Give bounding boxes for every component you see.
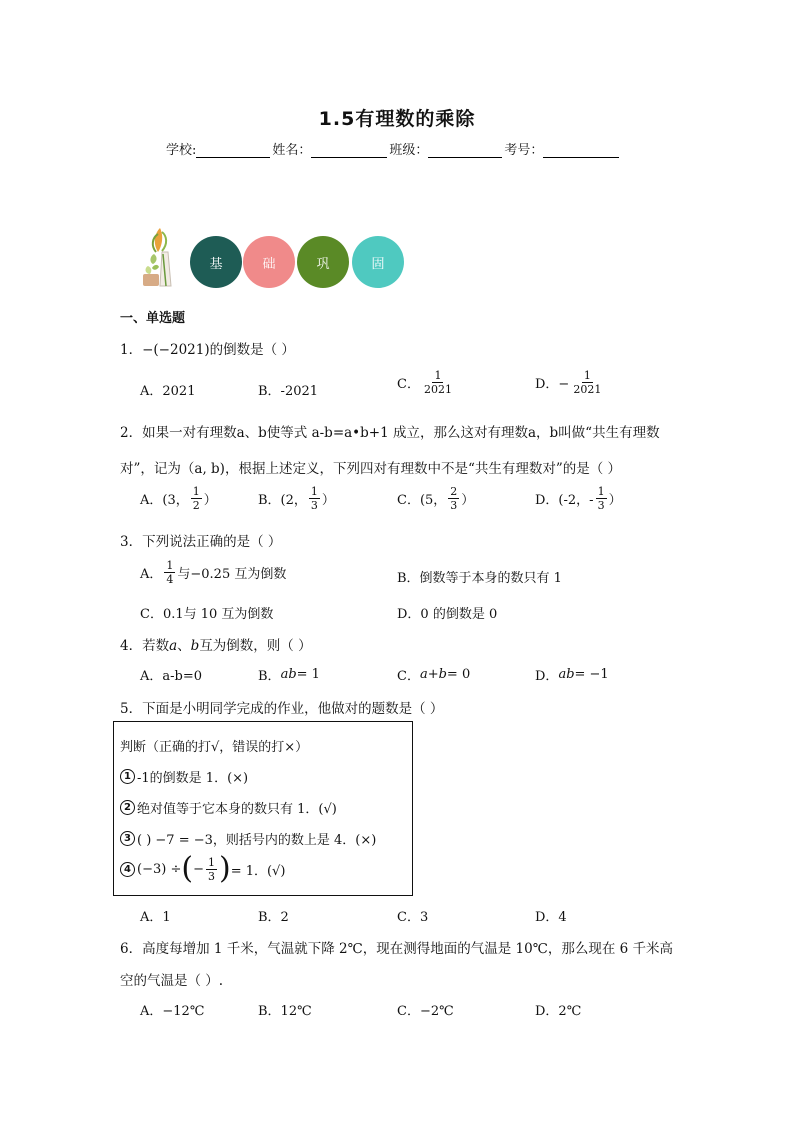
variable-a: a [169, 638, 178, 654]
q3-option-d[interactable]: D．0 的倒数是 0 [397, 607, 498, 622]
q3-option-a[interactable] [140, 560, 286, 585]
q3-option-c[interactable]: C．0.1与 10 互为倒数 [140, 607, 274, 622]
name-blank[interactable] [311, 143, 387, 158]
option-end: ） [321, 493, 335, 508]
left-paren: ( [181, 851, 194, 886]
potted-plant-icon [140, 224, 182, 290]
question-1 [120, 338, 295, 358]
question-text: 的倒数是（ ） [209, 342, 295, 358]
question-number: 1． [120, 342, 143, 358]
question-text: 4．若数 [120, 638, 170, 654]
badge-chu [243, 236, 295, 288]
box-item-text: = 1．(√) [230, 863, 286, 879]
fraction-numerator: 1 [583, 369, 591, 382]
question-3: 3．下列说法正确的是（ ） [120, 534, 282, 550]
box-item-1 [120, 767, 248, 786]
math-expression: −(−2021) [142, 342, 210, 358]
q1-option-c[interactable] [397, 370, 456, 395]
fraction-denominator: 3 [597, 499, 605, 512]
q5-option-a[interactable]: A．1 [140, 910, 171, 925]
minus-sign: − [193, 861, 204, 877]
q1-option-a[interactable]: A．2021 [140, 384, 196, 399]
badge-gu [352, 236, 404, 288]
badge-label: 巩 [316, 256, 330, 272]
q2-option-b[interactable] [258, 486, 335, 511]
question-2-line-1: 2．如果一对有理数a、b使等式 a-b=a•b+1 成立，那么这对有理数a，b叫做“共生有理数 [120, 425, 660, 441]
section-title: 一、单选题 [120, 311, 186, 326]
option-text: = −1 [574, 667, 609, 682]
q2-option-c[interactable] [397, 486, 474, 511]
student-info-row [166, 139, 621, 158]
badge-ji [190, 236, 242, 288]
q3-option-b[interactable]: B．倒数等于本身的数只有 1 [397, 571, 562, 586]
school-blank[interactable] [196, 143, 270, 158]
option-label: C．(5， [397, 493, 447, 508]
fraction [422, 370, 454, 395]
fraction-numerator: 1 [597, 485, 605, 498]
q4-option-b[interactable] [258, 665, 320, 684]
separator: 、 [177, 638, 191, 654]
q6-option-a[interactable]: A．−12℃ [140, 1004, 205, 1019]
fraction-numerator: 1 [434, 369, 442, 382]
variable-b: b [190, 638, 200, 654]
fraction-denominator: 2021 [423, 383, 452, 396]
fraction-denominator: 2 [192, 499, 200, 512]
option-end: ） [203, 493, 217, 508]
fraction [309, 486, 320, 511]
box-item-4 [120, 851, 286, 886]
class-blank[interactable] [428, 143, 502, 158]
q4-option-a[interactable]: A．a-b=0 [140, 669, 203, 684]
option-text: 与−0.25 互为倒数 [177, 567, 287, 582]
fraction-numerator: 1 [166, 559, 174, 572]
number-label: 考号： [504, 143, 544, 158]
badge-label: 基 [209, 256, 223, 272]
option-label: B． [258, 669, 281, 684]
fraction [164, 560, 175, 585]
option-text: = 0 [446, 667, 471, 682]
fraction [448, 486, 459, 511]
box-item-2 [120, 798, 337, 817]
math-expression: ab [280, 667, 297, 682]
q5-option-d[interactable]: D．4 [535, 910, 567, 925]
option-label: C． [397, 377, 420, 392]
box-title: 判断（正确的打√，错误的打×） [120, 740, 309, 755]
option-text: = 1 [296, 667, 320, 682]
math-expression: a+b [419, 667, 447, 682]
page-title: 1.5有理数的乘除 [318, 108, 476, 130]
class-label: 班级： [389, 143, 429, 158]
fraction-denominator: 3 [310, 499, 318, 512]
school-label: 学校: [166, 143, 197, 158]
question-text: 互为倒数，则（ ） [199, 638, 312, 654]
q6-option-b[interactable]: B．12℃ [258, 1004, 312, 1019]
option-end: ） [461, 493, 475, 508]
fraction-denominator: 3 [207, 869, 215, 883]
q1-option-b[interactable]: B．-2021 [258, 384, 319, 399]
badge-label: 固 [371, 256, 385, 272]
fraction-denominator: 2021 [573, 383, 602, 396]
q4-option-c[interactable] [397, 665, 470, 684]
fraction [191, 486, 202, 511]
basic-consolidation-badges [140, 224, 420, 294]
circled-number-icon: 2 [120, 800, 135, 815]
question-5: 5．下面是小明同学完成的作业，他做对的题数是（ ） [120, 701, 444, 717]
option-label: A． [140, 567, 163, 582]
badge-gong [297, 236, 349, 288]
badge-label: 础 [262, 256, 276, 272]
box-item-text: -1的倒数是 1．(×) [137, 771, 249, 786]
fraction-denominator: 4 [166, 573, 174, 586]
fraction-numerator: 1 [310, 485, 318, 498]
q5-option-c[interactable]: C．3 [397, 910, 429, 925]
fraction-numerator: 1 [192, 485, 200, 498]
question-4 [120, 634, 312, 654]
option-label: C． [397, 669, 420, 684]
circled-number-icon: 1 [120, 769, 135, 784]
number-blank[interactable] [543, 143, 619, 158]
fraction [571, 370, 603, 395]
q1-option-d[interactable] [535, 370, 605, 395]
circled-number-icon: 4 [120, 862, 135, 877]
fraction-numerator: 2 [450, 485, 458, 498]
q6-option-c[interactable]: C．−2℃ [397, 1004, 454, 1019]
box-item-text: (−3) ÷ [137, 861, 182, 877]
fraction [206, 857, 217, 882]
q2-option-a[interactable] [140, 486, 217, 511]
box-item-text: ( ) −7 = −3，则括号内的数上是 4．(×) [137, 833, 377, 848]
question-6-line-1: 6．高度每增加 1 千米，气温就下降 2℃，现在测得地面的气温是 10℃，那么现在 6 千米高 [120, 941, 673, 957]
option-label: D． [535, 669, 559, 684]
option-label: D．− [535, 377, 570, 392]
option-label: A．(3， [140, 493, 189, 508]
question-2-line-2: 对”，记为（a, b)，根据上述定义，下列四对有理数中不是“共生有理数对”的是（ ） [120, 461, 622, 477]
fraction-numerator: 1 [207, 855, 215, 869]
q5-option-b[interactable]: B．2 [258, 910, 289, 925]
box-item-3 [120, 829, 376, 848]
right-paren: ) [218, 851, 231, 886]
option-end: ） [608, 493, 622, 508]
math-expression: ab [558, 667, 575, 682]
q6-option-d[interactable]: D．2℃ [535, 1004, 582, 1019]
homework-box [113, 721, 413, 896]
name-label: 姓名： [272, 143, 312, 158]
q4-option-d[interactable] [535, 665, 609, 684]
q2-option-d[interactable] [535, 486, 622, 511]
option-label: B．(2， [258, 493, 307, 508]
option-label: D．(-2，- [535, 493, 594, 508]
question-6-line-2: 空的气温是（ ）. [120, 973, 224, 989]
fraction-denominator: 3 [450, 499, 458, 512]
circled-number-icon: 3 [120, 831, 135, 846]
box-item-text: 绝对值等于它本身的数只有 1．(√) [137, 802, 337, 817]
fraction [596, 486, 607, 511]
